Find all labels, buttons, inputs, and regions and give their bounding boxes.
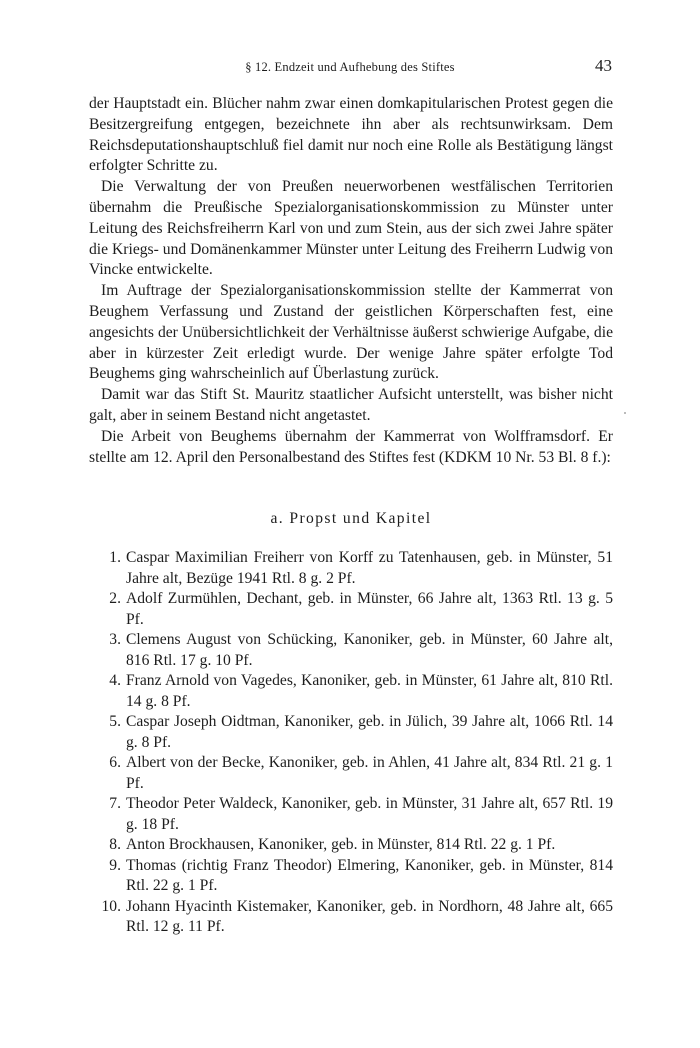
section-heading: a. Propst und Kapitel [270,510,432,527]
list-item [89,630,613,671]
list-item-number: 7. [109,795,121,812]
list-item [89,753,613,794]
list-item-text: Franz Arnold von Vagedes, Kanoniker, geb. in Münster, 61 Jahre alt, 810 Rtl. 14 g. 8 Pf. [126,672,613,710]
list-item [89,589,613,630]
paragraph-2: Die Verwaltung der von Preußen neuerworbenen westfälischen Territorien übernahm die Preußische Spezialorganisationskommission zu Münster unter Leitung des Reichsfreiherrn Karl von und zum Stein, aus der sich zwei Jahre später die Kriegs- und Domänenkammer Münster unter Leitung des Freiherrn Ludwig von Vincke entwickelte. [89,178,613,279]
page-number: 43 [595,56,612,75]
list-item-text: Clemens August von Schücking, Kanoniker, geb. in Münster, 60 Jahre alt, 816 Rtl. 17 g. 10 Pf. [126,631,613,669]
list-item [89,835,613,856]
list-item [89,856,613,897]
member-list [89,548,613,938]
list-item-text: Caspar Maximilian Freiherr von Korff zu Tatenhausen, geb. in Münster, 51 Jahre alt, Bezüge 1941 Rtl. 8 g. 2 Pf. [126,549,613,587]
list-item-number: 8. [109,836,121,853]
list-item-number: 5. [109,713,121,730]
running-head [0,56,700,78]
list-item-text: Johann Hyacinth Kistemaker, Kanoniker, geb. in Nordhorn, 48 Jahre alt, 665 Rtl. 12 g. 11 Pf. [126,897,613,935]
list-item-text: Thomas (richtig Franz Theodor) Elmering, Kanoniker, geb. in Münster, 814 Rtl. 22 g. 1 Pf. [126,856,613,894]
list-item [89,794,613,835]
list-item-text: Albert von der Becke, Kanoniker, geb. in Ahlen, 41 Jahre alt, 834 Rtl. 21 g. 1 Pf. [126,754,613,792]
list-item-number: 6. [109,754,121,771]
paragraph-4: Damit war das Stift St. Mauritz staatlicher Aufsicht unterstellt, was bisher nicht galt, aber in seinem Bestand nicht angetastet. [89,386,613,424]
paragraph-3: Im Auftrage der Spezialorganisationskommission stellte der Kammerrat von Beughem Verfassung und Zustand der geistlichen Körperschaften fest, eine angesichts der Unübersichtlichkeit der Verhältnisse äußerst schwierige Aufgabe, die aber in kürzester Zeit erledigt wurde. Der wenige Jahre später erfolgte Tod Beughems ging wahrscheinlich auf Überlastung zurück. [89,282,613,383]
list-item-number: 9. [109,856,121,874]
list-item [89,671,613,712]
paragraph-1: der Hauptstadt ein. Blücher nahm zwar einen domkapitularischen Protest gegen die Besitzergreifung entgegen, bezeichnete ihn aber als rechtsunwirksam. Dem Reichsdeputationshauptschluß fiel damit nur noch eine Rolle als Bestätigung längst erfolgter Schritte zu. [89,95,613,175]
list-item-text: Anton Brockhausen, Kanoniker, geb. in Münster, 814 Rtl. 22 g. 1 Pf. [126,836,556,853]
running-title: § 12. Endzeit und Aufhebung des Stiftes [245,60,455,74]
list-item-text: Theodor Peter Waldeck, Kanoniker, geb. in Münster, 31 Jahre alt, 657 Rtl. 19 g. 18 Pf. [126,795,613,833]
list-item-number: 10. [101,897,121,915]
list-item-number: 4. [109,672,121,689]
list-item-number: 1. [109,549,121,566]
list-item [89,712,613,753]
scan-speck [624,412,626,414]
list-item-number: 3. [109,631,121,648]
body-text [89,94,613,468]
list-item [89,897,613,938]
paragraph-5: Die Arbeit von Beughems übernahm der Kammerrat von Wolfframsdorf. Er stellte am 12. April den Personalbestand des Stiftes fest (KDKM 10 Nr. 53 Bl. 8 f.): [89,427,613,466]
list-item-number: 2. [109,590,121,607]
list-item-text: Adolf Zurmühlen, Dechant, geb. in Münster, 66 Jahre alt, 1363 Rtl. 13 g. 5 Pf. [126,590,613,628]
list-item [89,548,613,589]
list-item-text: Caspar Joseph Oidtman, Kanoniker, geb. in Jülich, 39 Jahre alt, 1066 Rtl. 14 g. 8 Pf. [126,713,613,751]
